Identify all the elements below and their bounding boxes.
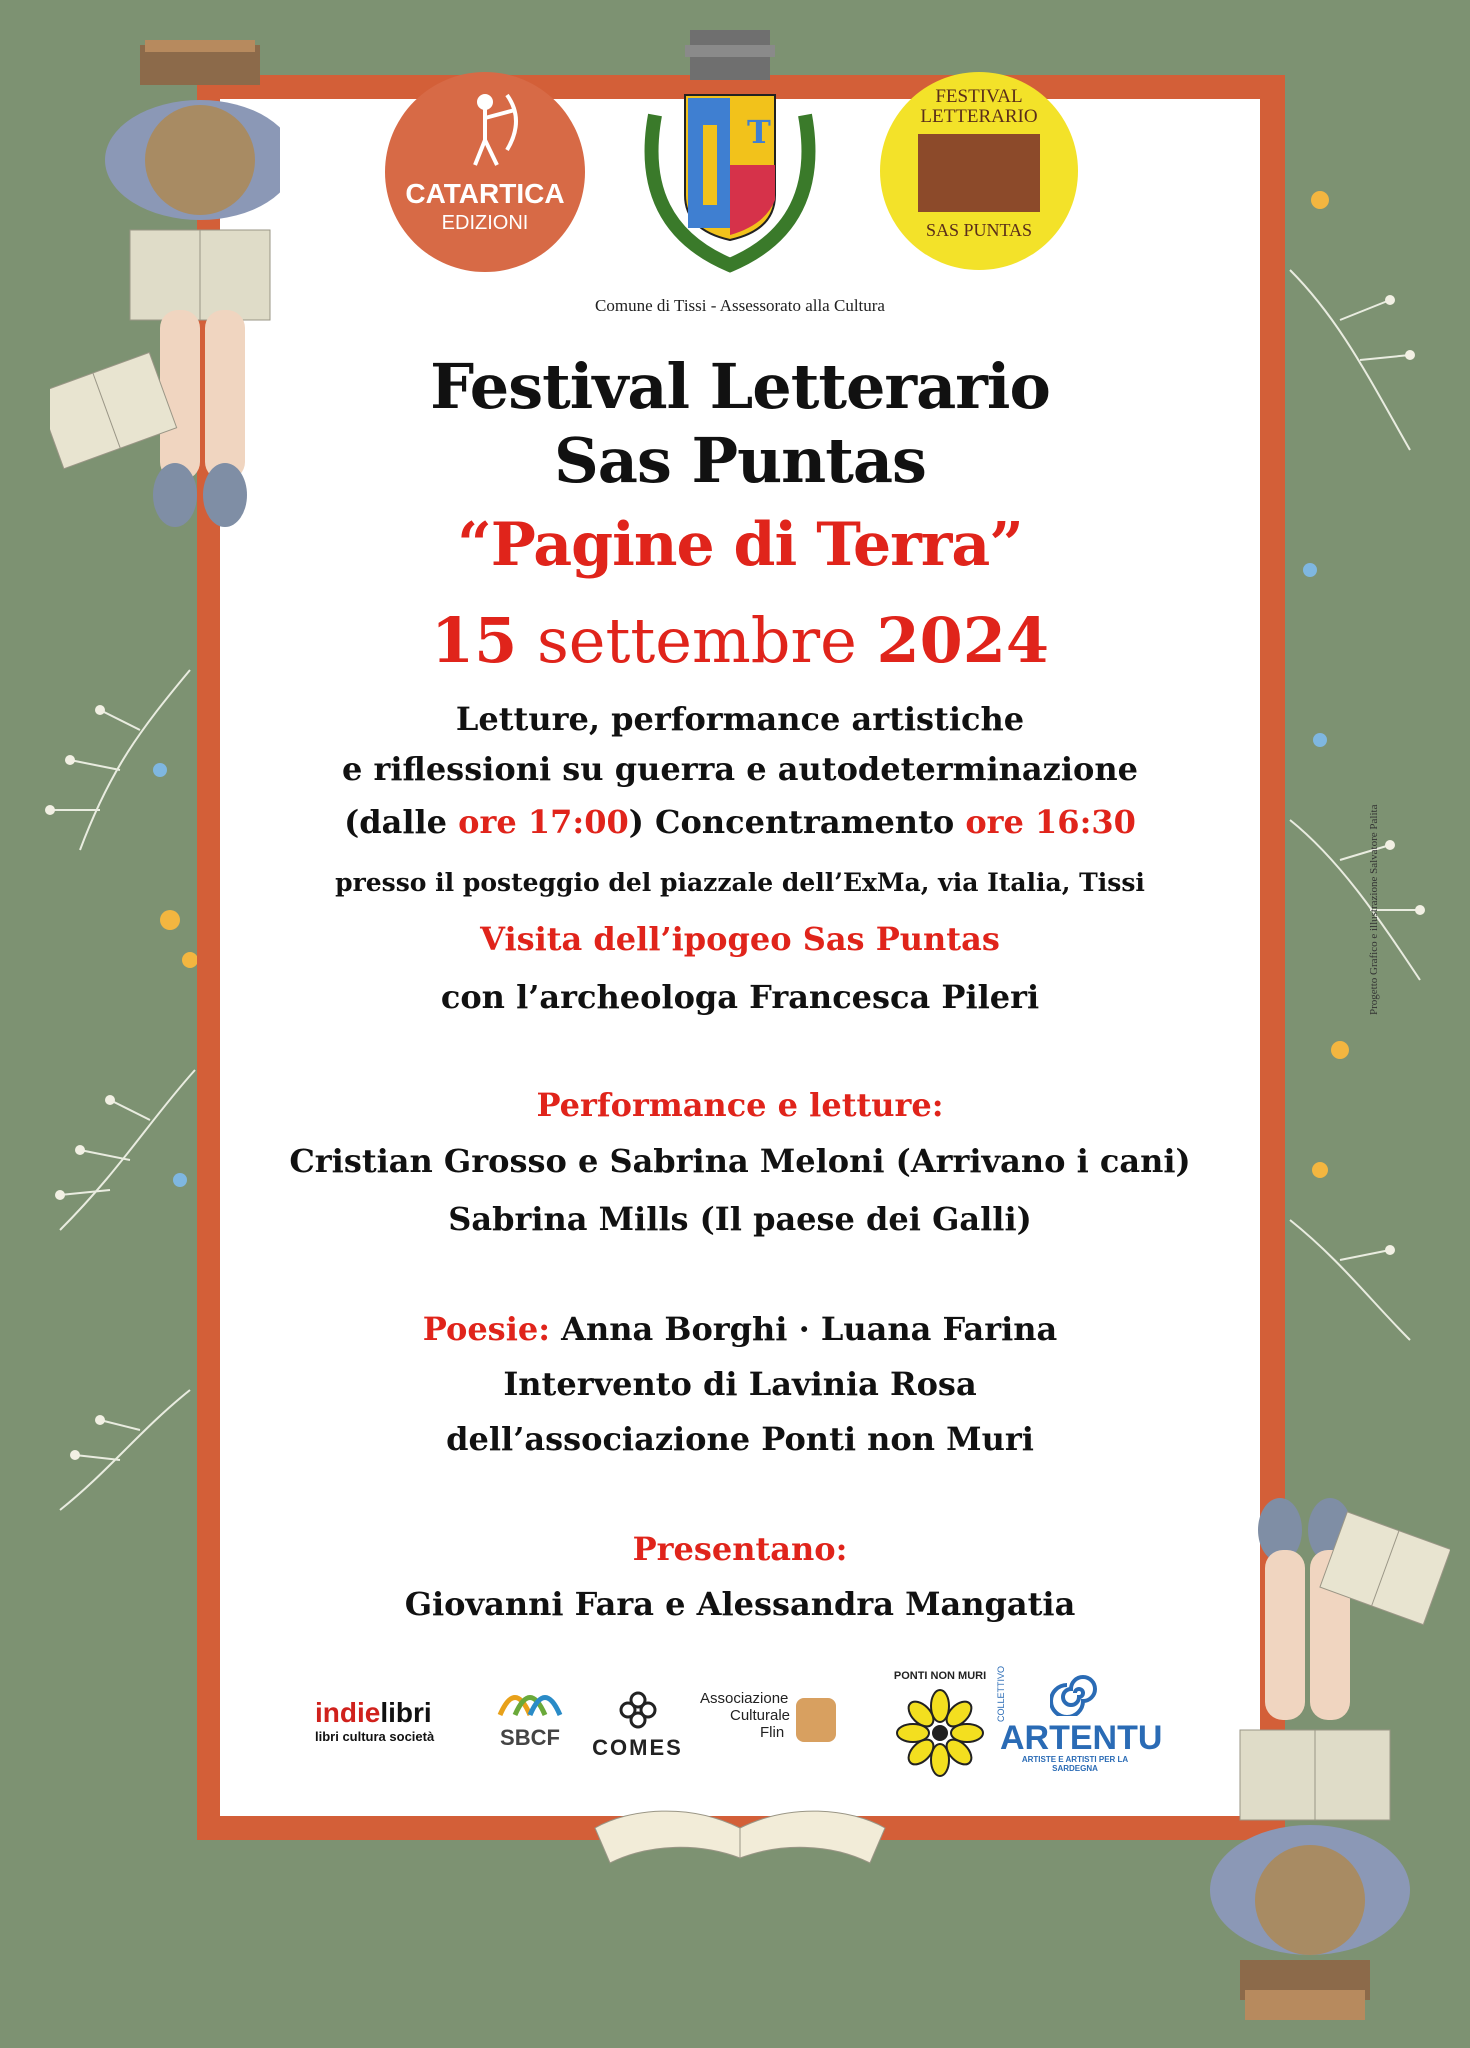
festival-logo-line2: LETTERARIO [920, 106, 1038, 127]
indielibri-tagline: libri cultura società [315, 1729, 435, 1744]
municipality-line: Comune di Tissi - Assessorato alla Cultura [595, 296, 885, 315]
title-line-2: Sas Puntas [554, 424, 926, 497]
ponti-name: PONTI NON MURI [893, 1670, 987, 1682]
visit-title: Visita dell’ipogeo Sas Puntas [480, 920, 1000, 958]
festival-logo-line3: SAS PUNTAS [925, 220, 1033, 240]
hosts-title: Presentano: [632, 1530, 848, 1568]
description-line-1: Letture, performance artistiche [455, 700, 1025, 738]
tissi-coat-of-arms [625, 25, 835, 285]
date-month: settembre [536, 604, 857, 677]
schedule-c: ) Concentramento [628, 803, 966, 841]
artentu-name: ARTENTU [1000, 1719, 1163, 1757]
gathering-time: ore 16:30 [965, 803, 1136, 841]
performance-item-1: Cristian Grosso e Sabrina Meloni (Arrivano i cani) [289, 1142, 1191, 1180]
sponsor-flin [700, 1690, 840, 1741]
flin-line-2: Culturale [730, 1707, 791, 1724]
event-date [220, 604, 1260, 677]
poetry-names: Anna Borghi · Luana Farina [550, 1310, 1058, 1348]
indielibri-b: libri [380, 1697, 432, 1728]
artentu-tagline: ARTISTE E ARTISTI PER LA SARDEGNA [1021, 1755, 1129, 1773]
visit-subtitle: con l’archeologa Francesca Pileri [440, 978, 1040, 1016]
open-book-illustration [590, 1798, 890, 1868]
flin-line-1: Associazione [700, 1690, 789, 1707]
poetry-line [220, 1310, 1260, 1348]
date-year: 2024 [876, 604, 1050, 677]
sbcf-waves-icon [495, 1675, 565, 1720]
sponsor-indielibri [315, 1697, 434, 1744]
hosts-names: Giovanni Fara e Alessandra Mangatia [404, 1585, 1076, 1623]
decor-left-branches [20, 650, 200, 1550]
performance-item-2: Sabrina Mills (Il paese dei Galli) [448, 1200, 1032, 1238]
catartica-name: CATARTICA [405, 178, 565, 209]
catartica-logo [385, 72, 585, 272]
archer-icon [445, 90, 525, 170]
decor-right-branches [1280, 120, 1450, 1420]
sbcf-name: SBCF [500, 1725, 560, 1750]
sponsor-sbcf [495, 1675, 565, 1751]
comes-name: COMES [592, 1735, 683, 1760]
sponsor-ponti-non-muri [880, 1670, 1000, 1780]
title-line-1: Festival Letterario [430, 350, 1050, 423]
location-line: presso il posteggio del piazzale dell’ExMa, via Italia, Tissi [335, 868, 1145, 897]
festival-logo-line1: FESTIVAL [935, 86, 1023, 107]
spiral-icon [1050, 1670, 1100, 1716]
festival-logo [880, 72, 1078, 270]
flin-line-3: Flin [760, 1724, 785, 1741]
performance-title: Performance e letture: [536, 1086, 944, 1124]
coat-letter: T [747, 113, 771, 151]
comes-knot-icon [618, 1690, 658, 1730]
schedule-line [220, 803, 1260, 841]
subtitle: “Pagine di Terra” [457, 510, 1023, 580]
date-day: 15 [430, 604, 518, 677]
schedule-a: (dalle [344, 803, 459, 841]
description-line-2: e riflessioni su guerra e autodeterminazione [342, 750, 1138, 788]
artentu-collective: COLLETTIVO [996, 1665, 1006, 1722]
start-time: ore 17:00 [458, 803, 629, 841]
cat-icon [796, 1698, 836, 1742]
sponsor-artentu [996, 1665, 1163, 1773]
intervention-line-2: dell’associazione Ponti non Muri [446, 1420, 1034, 1458]
catartica-edizioni: EDIZIONI [441, 212, 529, 234]
reader-illustration-bottom-right [1130, 1490, 1450, 2030]
design-credit: Progetto Grafico e illustrazione Salvatore Palita [1368, 804, 1380, 1015]
poetry-label: Poesie: [422, 1310, 551, 1348]
indielibri-a: indie [315, 1697, 381, 1728]
daisy-icon [895, 1688, 985, 1778]
festival-logo-monument [918, 134, 1040, 212]
intervention-line-1: Intervento di Lavinia Rosa [503, 1365, 977, 1403]
sponsor-comes [580, 1690, 695, 1761]
